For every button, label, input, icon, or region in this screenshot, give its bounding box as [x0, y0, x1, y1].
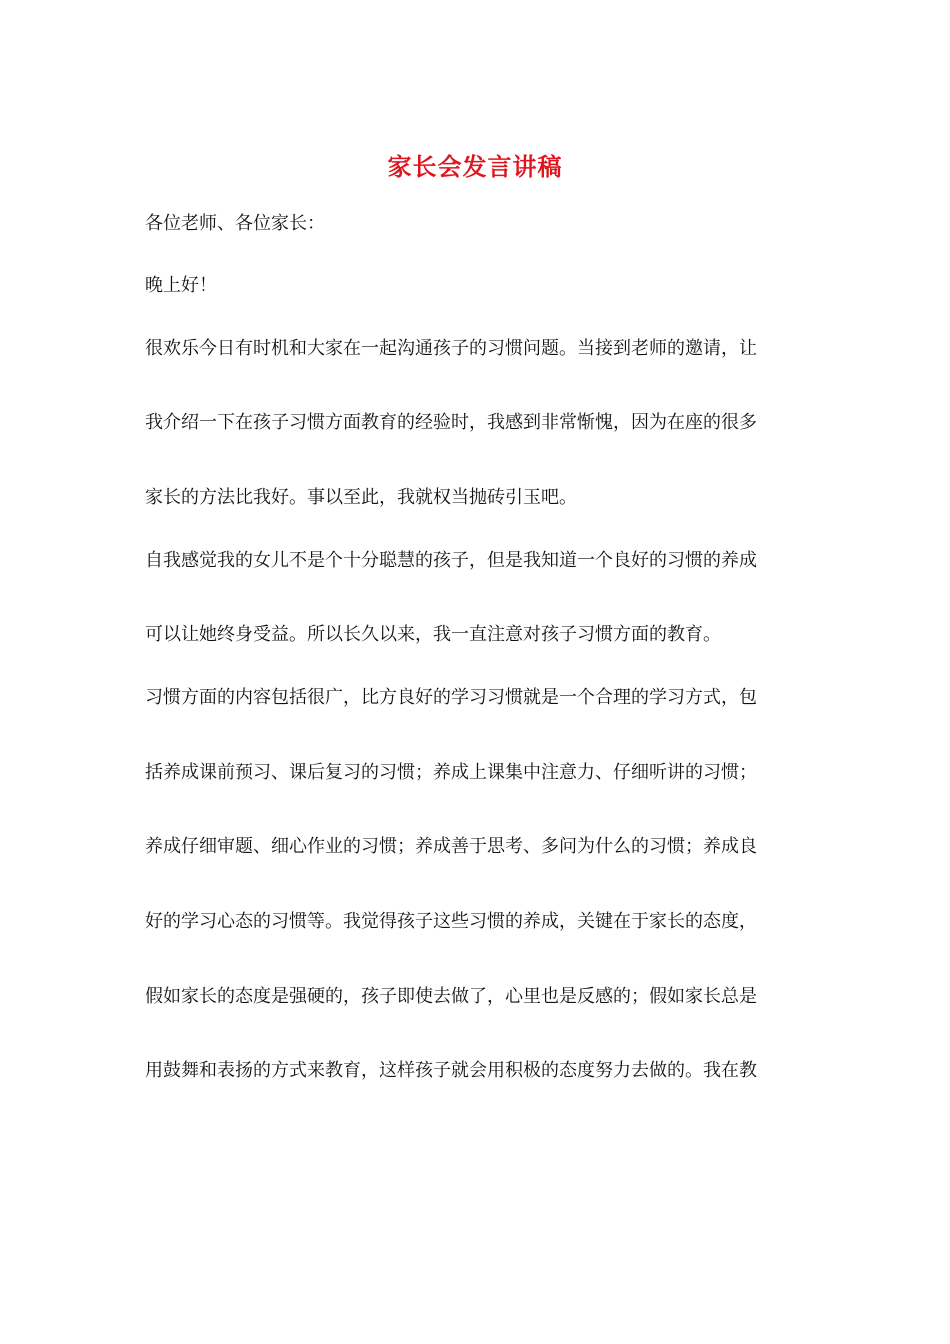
- greeting: 晚上好！: [145, 275, 217, 296]
- paragraph-line: 可以让她终身受益。所以长久以来，我一直注意对孩子习惯方面的教育。: [145, 624, 721, 645]
- paragraph-line: 很欢乐今日有时机和大家在一起沟通孩子的习惯问题。当接到老师的邀请，让: [145, 338, 757, 359]
- paragraph-line: 习惯方面的内容包括很广，比方良好的学习习惯就是一个合理的学习方式，包: [145, 687, 757, 708]
- paragraph-line: 括养成课前预习、课后复习的习惯；养成上课集中注意力、仔细听讲的习惯；: [145, 762, 757, 783]
- paragraph-line: 养成仔细审题、细心作业的习惯；养成善于思考、多问为什么的习惯；养成良: [145, 836, 757, 857]
- paragraph-line: 用鼓舞和表扬的方式来教育，这样孩子就会用积极的态度努力去做的。我在教: [145, 1060, 757, 1081]
- paragraph-line: 假如家长的态度是强硬的，孩子即使去做了，心里也是反感的；假如家长总是: [145, 986, 757, 1007]
- paragraph-line: 好的学习心态的习惯等。我觉得孩子这些习惯的养成，关键在于家长的态度，: [145, 911, 757, 932]
- paragraph-line: 家长的方法比我好。事以至此，我就权当抛砖引玉吧。: [145, 487, 577, 508]
- paragraph-line: 自我感觉我的女儿不是个十分聪慧的孩子，但是我知道一个良好的习惯的养成: [145, 550, 757, 571]
- salutation: 各位老师、各位家长：: [145, 213, 325, 234]
- document-title: 家长会发言讲稿: [387, 153, 563, 181]
- paragraph-line: 我介绍一下在孩子习惯方面教育的经验时，我感到非常惭愧，因为在座的很多: [145, 412, 757, 433]
